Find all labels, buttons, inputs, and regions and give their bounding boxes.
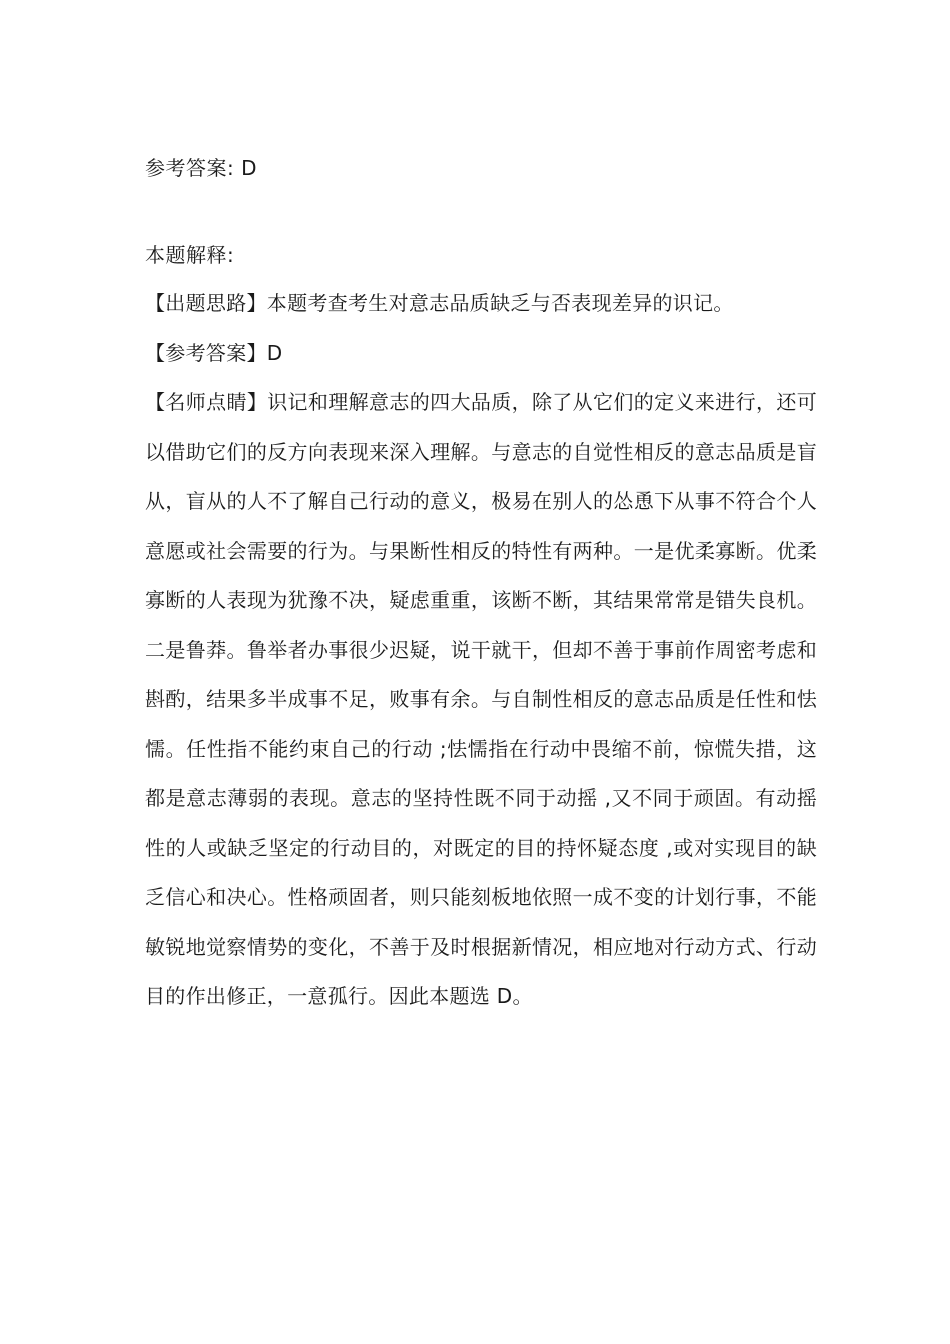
answer-paragraph: 【参考答案】D [145, 340, 283, 365]
question-idea-paragraph: 【出题思路】本题考查考生对意志品质缺乏与否表现差异的识记。 [145, 291, 734, 315]
document-body [145, 148, 817, 1022]
explanation-heading: 本题解释: [145, 243, 235, 267]
teacher-comment-paragraph: 【名师点睛】识记和理解意志的四大品质，除了从它们的定义来进行，还可以借助它们的反方向表现来深入理解。与意志的自觉性相反的意志品质是盲从，盲从的人不了解自己行动的意义，极易在别人的怂恿下从事不符合个人意愿或社会需要的行为。与果断性相反的特性有两种。一是优柔寡断。优柔寡断的人表现为犹豫不决，疑虑重重，该断不断，其结果常常是错失良机。二是鲁莽。鲁举者办事很少迟疑，说干就干，但却不善于事前作周密考虑和斟酌，结果多半成事不足，败事有余。与自制性相反的意志品质是任性和怯懦。任性指不能约束自己的行动 ;怯懦指在行动中畏缩不前，惊慌失措，这都是意志薄弱的表现。意志的坚持性既不同于动摇 ,又不同于顽固。有动摇性的人或缺乏坚定的行动目的，对既定的目的持怀疑态度 ,或对实现目的缺乏信心和决心。性格顽固者，则只能刻板地依照一成不变的计划行事，不能敏锐地觉察情势的变化，不善于及时根据新情况，相应地对行动方式、行动目的作出修正，一意孤行。因此本题选 D。 [145, 390, 817, 1008]
reference-answer: 参考答案: D [145, 156, 257, 180]
